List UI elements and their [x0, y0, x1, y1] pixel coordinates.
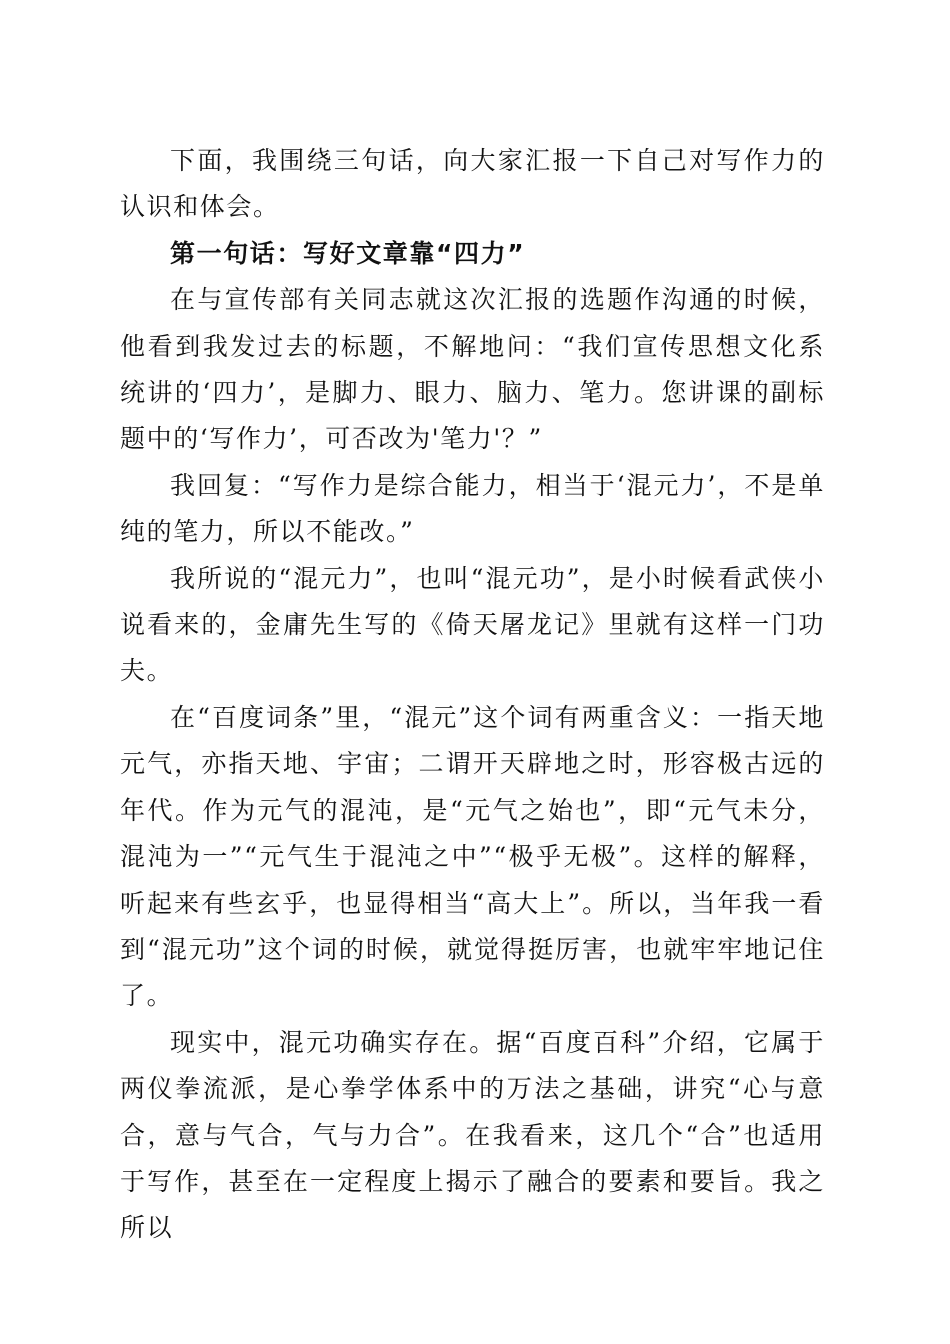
paragraph-hunyuan-reality: 现实中，混元功确实存在。据“百度百科”介绍，它属于两仪拳流派，是心拳学体系中的万法之基础，讲究“心与意合，意与气合，气与力合”。在我看来，这几个“合”也适用于写作，甚至在一定程度上揭示了融合的要素和要旨。我之所以	[120, 1027, 825, 1243]
section-heading: 第一句话：写好文章靠“四力”	[170, 238, 526, 268]
paragraph-hunyuan-meaning: 在“百度词条”里，“混元”这个词有两重含义：一指天地元气，亦指天地、宇宙；二谓开天辟地之时，形容极古远的年代。作为元气的混沌，是“元气之始也”，即“元气未分，混沌为一”“元气生于混沌之中”“极乎无极”。这样的解释，听起来有些玄乎，也显得相当“高大上”。所以，当年我一看到“混元功”这个词的时候，就觉得挺厉害，也就牢牢地记住了。	[120, 702, 825, 1011]
paragraph-communication: 在与宣传部有关同志就这次汇报的选题作沟通的时候，他看到我发过去的标题，不解地问：“我们宣传思想文化系统讲的‘四力’，是脚力、眼力、脑力、笔力。您讲课的副标题中的‘写作力’，可否改为'笔力'？”	[120, 285, 825, 454]
paragraph-reply: 我回复：“写作力是综合能力，相当于‘混元力’，不是单纯的笔力，所以不能改。”	[120, 470, 825, 547]
paragraph-intro: 下面，我围绕三句话，向大家汇报一下自己对写作力的认识和体会。	[120, 146, 825, 222]
document-body	[120, 138, 825, 1252]
paragraph-hunyuan-origin: 我所说的“混元力”，也叫“混元功”，是小时候看武侠小说看来的，金庸先生写的《倚天屠龙记》里就有这样一门功夫。	[120, 563, 825, 686]
